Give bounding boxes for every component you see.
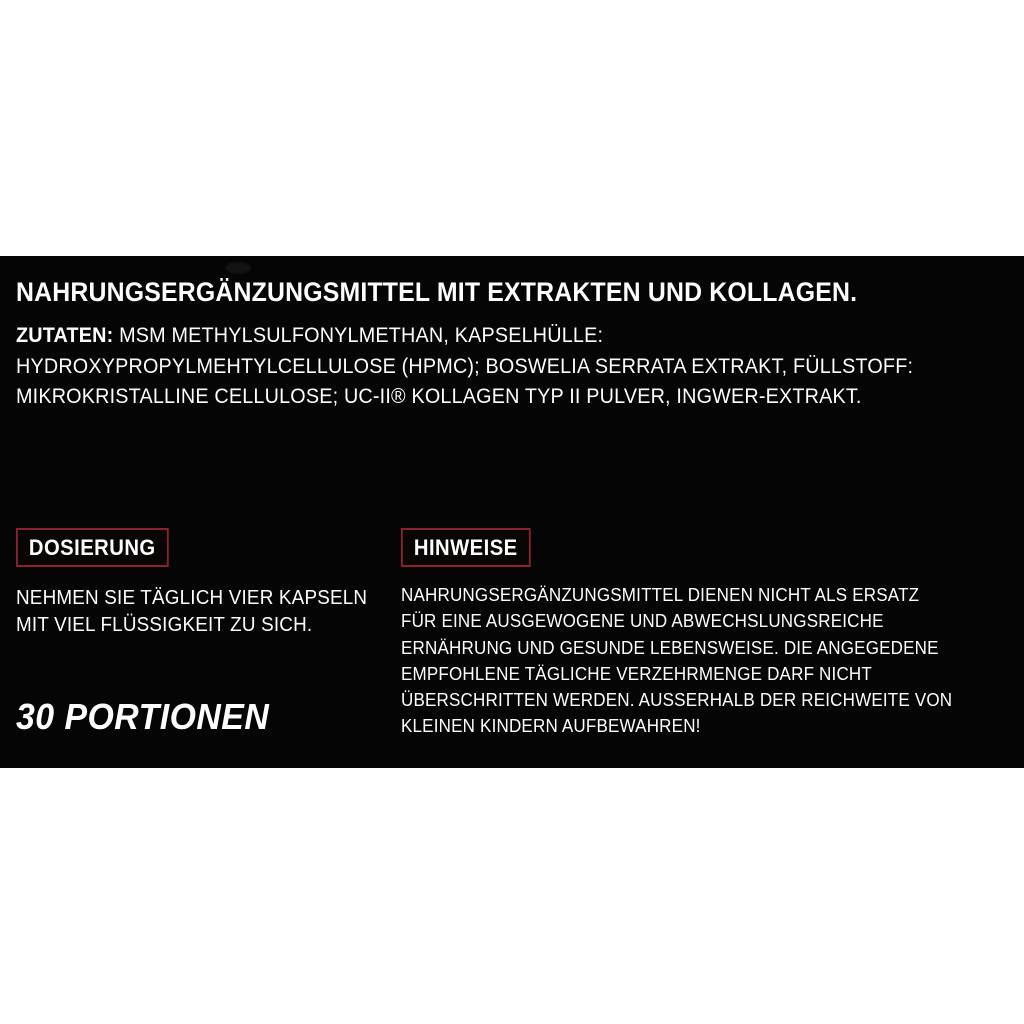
print-smudge [225, 262, 251, 274]
notes-text: NAHRUNGSERGÄNZUNGSMITTEL DIENEN NICHT ALS ERSATZ FÜR EINE AUSGEWOGENE UND ABWECHSLUNGSREICHE ERNÄHRUNG UND GESUNDE LEBENSWEISE. DIE ANGEGEDENE EMPFOHLENE TÄGLICHE VERZEHRMENGE DARF NICHT ÜBERSCHRITTEN WERDEN. AUSSERHALB DER REICHWEITE VON KLEINEN KINDERN AUFBEWAHREN! [401, 584, 953, 737]
ingredients-label: ZUTATEN: [16, 323, 114, 348]
ingredients-block [16, 320, 929, 412]
label-headline: NAHRUNGSERGÄNZUNGSMITTEL MIT EXTRAKTEN UND KOLLAGEN. [16, 277, 858, 307]
ingredients-text: MSM METHYLSULFONYLMETHAN, KAPSELHÜLLE: HYDROXYPROPYLMEHTYLCELLULOSE (HPMC); BOSWELIA SERRATA EXTRAKT, FÜLLSTOFF: MIKROKRISTALLINE CELLULOSE; UC-II® KOLLAGEN TYP II PULVER, INGWER-EXTRAKT. [16, 323, 914, 409]
portions-count: 30 PORTIONEN [16, 696, 270, 737]
label-panel [0, 256, 1024, 768]
dosage-text: NEHMEN SIE TÄGLICH VIER KAPSELN MIT VIEL FLÜSSIGKEIT ZU SICH. [16, 586, 368, 636]
dosage-title: DOSIERUNG [16, 528, 168, 567]
notes-title: HINWEISE [401, 528, 531, 567]
notes-section [401, 528, 1001, 740]
